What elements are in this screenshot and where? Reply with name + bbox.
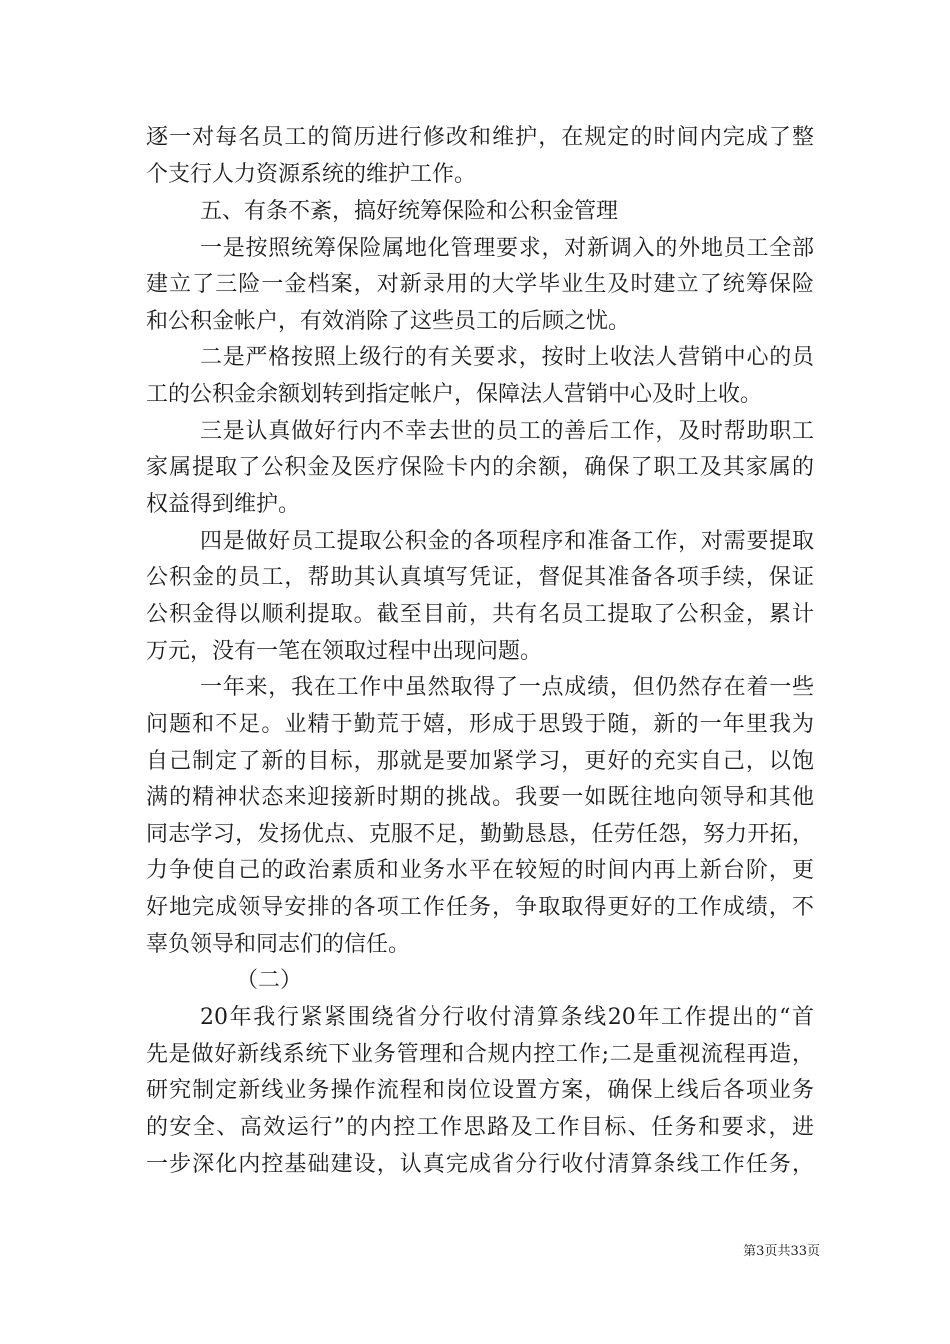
- text-line: 公积金得以顺利提取。截至目前，共有名员工提取了公积金，累计: [146, 602, 814, 627]
- text-line: 研究制定新线业务操作流程和岗位设置方案，确保上线后各项业务: [146, 1078, 814, 1103]
- text-line: 好地完成领导安排的各项工作任务，争取取得更好的工作成绩，不: [146, 895, 814, 920]
- section-heading: 五、有条不紊，搞好统筹保险和公积金管理: [200, 199, 619, 224]
- text-line: 的安全、高效运行”的内控工作思路及工作目标、任务和要求，进: [146, 1115, 814, 1140]
- text-line: 公积金的员工，帮助其认真填写凭证，督促其准备各项手续，保证: [146, 565, 814, 590]
- text-line: 自己制定了新的目标，那就是要加紧学习，更好的充实自己，以饱: [146, 749, 814, 774]
- text-line: 建立了三险一金档案，对新录用的大学毕业生及时建立了统筹保险: [146, 272, 814, 297]
- text-line: 同志学习，发扬优点、克服不足，勤勤恳恳，任劳任怨，努力开拓，: [146, 822, 814, 847]
- text-line: 一年来，我在工作中虽然取得了一点成绩，但仍然存在着一些: [200, 675, 814, 700]
- text-line: 辜负领导和同志们的信任。: [146, 932, 411, 957]
- text-line: 20年我行紧紧围绕省分行收付清算条线20年工作提出的“首: [200, 1005, 814, 1030]
- text-line: 力争使自己的政治素质和业务水平在较短的时间内再上新台阶，更: [146, 858, 814, 883]
- text-line: 家属提取了公积金及医疗保险卡内的余额，确保了职工及其家属的: [146, 455, 814, 480]
- text-line: 和公积金帐户，有效消除了这些员工的后顾之忧。: [146, 309, 631, 334]
- text-line: 一步深化内控基础建设，认真完成省分行收付清算条线工作任务，: [146, 1152, 814, 1177]
- text-line: 问题和不足。业精于勤荒于嬉，形成于思毁于随，新的一年里我为: [146, 712, 814, 737]
- text-line: 二是严格按照上级行的有关要求，按时上收法人营销中心的员: [200, 345, 814, 370]
- text-line: 先是做好新线系统下业务管理和合规内控工作;二是重视流程再造，: [146, 1042, 814, 1067]
- section-number: （二）: [236, 968, 303, 993]
- text-line: 三是认真做好行内不幸去世的员工的善后工作，及时帮助职工: [200, 419, 814, 444]
- text-line: 一是按照统筹保险属地化管理要求，对新调入的外地员工全部: [200, 236, 814, 261]
- text-line: 万元，没有一笔在领取过程中出现问题。: [146, 639, 543, 664]
- text-line: 逐一对每名员工的简历进行修改和维护，在规定的时间内完成了整: [146, 125, 814, 150]
- text-line: 工的公积金余额划转到指定帐户，保障法人营销中心及时上收。: [146, 382, 763, 407]
- text-line: 满的精神状态来迎接新时期的挑战。我要一如既往地向领导和其他: [146, 785, 814, 810]
- text-line: 个支行人力资源系统的维护工作。: [146, 162, 477, 187]
- text-line: 权益得到维护。: [146, 492, 301, 517]
- text-line: 四是做好员工提取公积金的各项程序和准备工作，对需要提取: [200, 529, 814, 554]
- page-number-footer: 第3页共33页: [743, 1244, 820, 1259]
